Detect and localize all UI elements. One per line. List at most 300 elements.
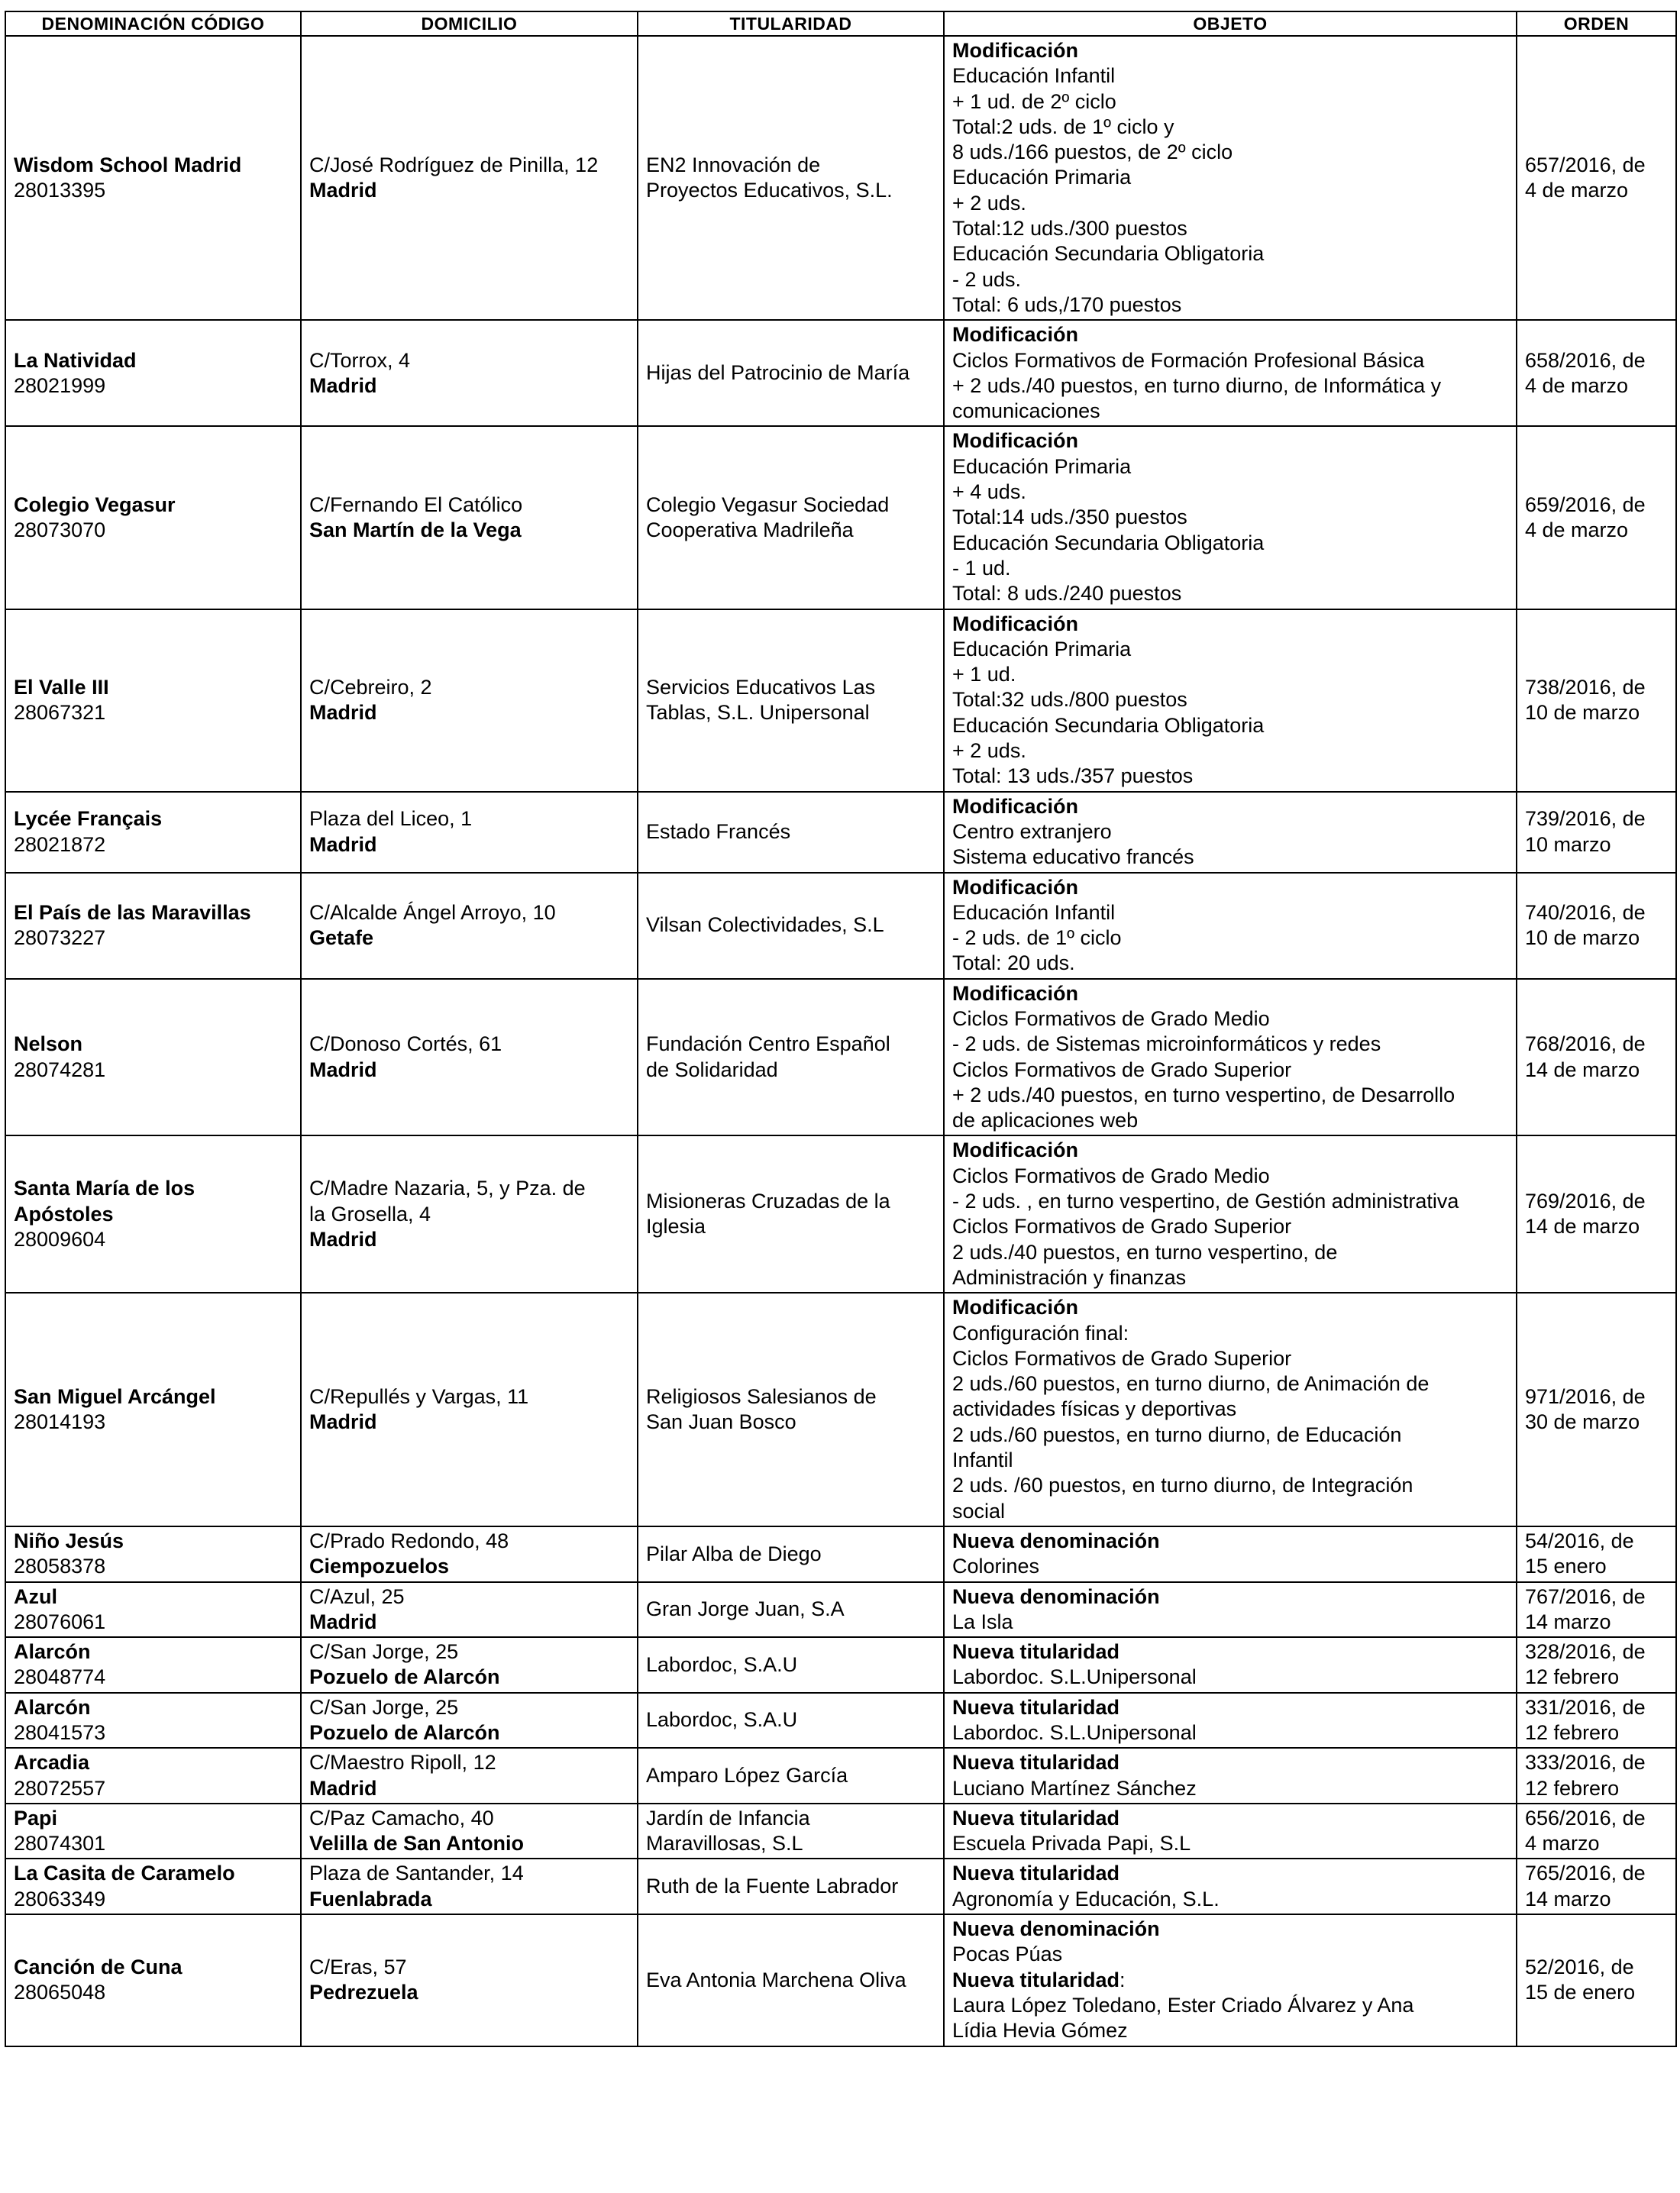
cell-domicilio [301,1748,638,1804]
objeto-heading: Modificación [952,1138,1079,1162]
owner-line: Pilar Alba de Diego [646,1542,822,1565]
objeto-line: - 2 uds. , en turno vespertino, de Gestión administrativa [952,1190,1459,1213]
objeto-line: 2 uds. /60 puestos, en turno diurno, de Integración [952,1474,1413,1497]
address-line: C/Eras, 57 [309,1956,407,1979]
table-row [5,1914,1676,2046]
cell-orden [1517,609,1676,792]
address-line: C/Paz Camacho, 40 [309,1806,494,1830]
center-name: Niño Jesús [14,1529,124,1552]
objeto-line: 8 uds./166 puestos, de 2º ciclo [952,140,1233,164]
cell-denominacion [5,1804,301,1859]
objeto-line: Ciclos Formativos de Grado Medio [952,1006,1270,1030]
cell-denominacion [5,979,301,1136]
order-line: 333/2016, de [1525,1751,1646,1775]
center-code: 28058378 [14,1555,106,1578]
cell-denominacion [5,1693,301,1749]
cell-titularidad [638,1135,944,1293]
cell-orden [1517,1526,1676,1582]
order-line: 10 de marzo [1525,926,1640,950]
objeto-line: Total: 20 uds. [952,951,1075,975]
table-row [5,426,1676,609]
objeto-heading: Nueva denominación [952,1917,1160,1941]
center-name: Alarcón [14,1695,91,1719]
objeto-line: Ciclos Formativos de Grado Superior [952,1346,1292,1370]
owner-line: Maravillosas, S.L [646,1832,803,1855]
cell-denominacion [5,873,301,979]
center-code: 28014193 [14,1410,106,1434]
objeto-line: Educación Primaria [952,637,1132,660]
cell-titularidad [638,1859,944,1914]
objeto-line: Educación Secundaria Obligatoria [952,531,1265,554]
cell-orden [1517,1859,1676,1914]
center-code: 28009604 [14,1228,106,1251]
owner-line: Cooperativa Madrileña [646,518,854,541]
cell-denominacion [5,1135,301,1293]
cell-domicilio [301,873,638,979]
owner-line: Iglesia [646,1215,706,1239]
objeto-line: + 4 uds. [952,480,1026,504]
cell-objeto [944,979,1517,1136]
objeto-line: de aplicaciones web [952,1109,1139,1132]
objeto-line: - 2 uds. de Sistemas microinformáticos y redes [952,1032,1381,1056]
owner-line: Religiosos Salesianos de [646,1384,877,1408]
cell-objeto [944,792,1517,873]
objeto-heading: Modificación [952,875,1079,899]
order-line: 659/2016, de [1525,493,1646,516]
cell-denominacion [5,1914,301,2046]
objeto-heading: Nueva titularidad [952,1968,1120,1991]
cell-titularidad [638,320,944,426]
cell-titularidad [638,1804,944,1859]
center-code: 28072557 [14,1776,106,1800]
center-code: 28063349 [14,1887,106,1910]
objeto-line: + 1 ud. de 2º ciclo [952,89,1116,113]
address-line: C/Donoso Cortés, 61 [309,1032,502,1056]
objeto-line: Educación Primaria [952,166,1132,189]
objeto-line: Luciano Martínez Sánchez [952,1776,1197,1800]
order-line: 12 febrero [1525,1721,1620,1744]
cell-objeto [944,873,1517,979]
cell-titularidad [638,1637,944,1693]
owner-line: Tablas, S.L. Unipersonal [646,701,870,725]
objeto-line: Total: 13 uds./357 puestos [952,764,1194,788]
header-domicilio: DOMICILIO [301,11,638,36]
address-city: Madrid [309,1058,377,1081]
table-row [5,1748,1676,1804]
objeto-line: + 2 uds. [952,191,1026,215]
center-name: El País de las Maravillas [14,900,251,924]
cell-objeto [944,1582,1517,1638]
objeto-heading-line [952,1968,1508,1993]
owner-line: Vilsan Colectividades, S.L [646,913,884,937]
table-row [5,1804,1676,1859]
order-line: 15 de enero [1525,1981,1636,2004]
address-city: Velilla de San Antonio [309,1832,525,1855]
address-line: C/Alcalde Ángel Arroyo, 10 [309,900,556,924]
header-objeto: OBJETO [944,11,1517,36]
center-name: El Valle III [14,675,109,699]
objeto-line: Lídia Hevia Gómez [952,2019,1128,2043]
objeto-line: comunicaciones [952,399,1100,423]
objeto-heading: Modificación [952,612,1079,635]
order-line: 4 de marzo [1525,518,1629,541]
center-name-cont: Apóstoles [14,1202,114,1226]
objeto-line: Labordoc. S.L.Unipersonal [952,1665,1197,1689]
order-line: 4 de marzo [1525,179,1629,202]
cell-objeto [944,36,1517,320]
cell-orden [1517,1637,1676,1693]
owner-line: EN2 Innovación de [646,153,821,176]
address-line: C/Torrox, 4 [309,348,411,372]
order-line: 331/2016, de [1525,1695,1646,1719]
table-row [5,36,1676,320]
table-row [5,320,1676,426]
cell-objeto [944,1637,1517,1693]
order-line: 14 marzo [1525,1610,1611,1633]
objeto-line: Educación Infantil [952,64,1116,88]
center-name: Papi [14,1806,58,1830]
cell-domicilio [301,1293,638,1526]
owner-line: Proyectos Educativos, S.L. [646,179,893,202]
cell-orden [1517,1582,1676,1638]
cell-titularidad [638,609,944,792]
cell-orden [1517,1914,1676,2046]
order-line: 328/2016, de [1525,1640,1646,1664]
address-line: C/Prado Redondo, 48 [309,1529,509,1552]
table-row [5,1293,1676,1526]
objeto-line: Educación Primaria [952,454,1132,478]
center-code: 28073070 [14,518,106,541]
cell-objeto [944,1748,1517,1804]
objeto-line: + 2 uds. [952,739,1026,763]
cell-orden [1517,1293,1676,1526]
center-name: La Casita de Caramelo [14,1862,235,1885]
address-line: C/Repullés y Vargas, 11 [309,1384,529,1408]
objeto-line: + 2 uds./40 puestos, en turno vespertino, de Desarrollo [952,1083,1455,1106]
address-line: Plaza del Liceo, 1 [309,807,473,831]
owner-line: Servicios Educativos Las [646,675,876,699]
order-line: 15 enero [1525,1555,1607,1578]
address-line: C/Madre Nazaria, 5, y Pza. de [309,1177,586,1200]
objeto-heading: Nueva titularidad [952,1751,1120,1775]
address-city: Ciempozuelos [309,1555,450,1578]
objeto-line: - 1 ud. [952,556,1011,580]
objeto-line: Agronomía y Educación, S.L. [952,1887,1220,1910]
cell-titularidad [638,1582,944,1638]
order-line: 765/2016, de [1525,1862,1646,1885]
center-code: 28076061 [14,1610,106,1633]
address-city: Madrid [309,1776,377,1800]
objeto-line: Centro extranjero [952,819,1112,843]
owner-line: Labordoc, S.A.U [646,1708,798,1732]
cell-denominacion [5,1859,301,1914]
order-line: 14 de marzo [1525,1215,1640,1239]
objeto-line: 2 uds./60 puestos, en turno diurno, de Educación [952,1423,1402,1446]
objeto-line: Total:32 uds./800 puestos [952,688,1187,712]
address-line: C/San Jorge, 25 [309,1640,459,1664]
cell-domicilio [301,1526,638,1582]
table-row [5,1135,1676,1293]
objeto-line: Total:2 uds. de 1º ciclo y [952,115,1174,138]
cell-titularidad [638,426,944,609]
owner-line: Hijas del Patrocinio de María [646,361,910,385]
owner-line: Amparo López García [646,1763,848,1787]
table-row [5,1526,1676,1582]
address-city: Madrid [309,373,377,397]
order-line: 768/2016, de [1525,1032,1646,1056]
table-row [5,979,1676,1136]
objeto-heading: Modificación [952,1296,1079,1319]
cell-domicilio [301,1693,638,1749]
objeto-line: - 2 uds. de 1º ciclo [952,926,1122,950]
order-line: 10 de marzo [1525,701,1640,725]
cell-objeto [944,1693,1517,1749]
cell-domicilio [301,1135,638,1293]
cell-denominacion [5,426,301,609]
cell-objeto [944,609,1517,792]
center-name: Wisdom School Madrid [14,153,242,176]
cell-orden [1517,1804,1676,1859]
objeto-heading: Nueva denominación [952,1529,1160,1552]
center-name: Santa María de los [14,1177,195,1200]
objeto-line: 2 uds./40 puestos, en turno vespertino, de [952,1240,1338,1264]
center-name: Nelson [14,1032,83,1056]
cell-denominacion [5,1637,301,1693]
objeto-heading-suffix: : [1119,1968,1126,1991]
cell-domicilio [301,609,638,792]
order-line: 767/2016, de [1525,1584,1646,1608]
cell-orden [1517,792,1676,873]
order-line: 738/2016, de [1525,675,1646,699]
cell-domicilio [301,1637,638,1693]
cell-orden [1517,426,1676,609]
owner-line: Colegio Vegasur Sociedad [646,493,890,516]
address-city: San Martín de la Vega [309,518,522,541]
cell-objeto [944,1804,1517,1859]
owner-line: San Juan Bosco [646,1410,796,1434]
address-line: C/Maestro Ripoll, 12 [309,1751,496,1775]
cell-denominacion [5,1582,301,1638]
address-city: Pozuelo de Alarcón [309,1665,500,1689]
cell-titularidad [638,979,944,1136]
objeto-heading: Modificación [952,794,1079,818]
cell-objeto [944,426,1517,609]
address-line: C/José Rodríguez de Pinilla, 12 [309,153,599,176]
address-city: Madrid [309,1228,377,1251]
objeto-line: Laura López Toledano, Ester Criado Álvarez y Ana [952,1993,1414,2017]
center-code: 28021999 [14,373,106,397]
order-line: 4 de marzo [1525,373,1629,397]
objeto-line: Infantil [952,1449,1013,1472]
objeto-line: Administración y finanzas [952,1265,1187,1289]
cell-denominacion [5,1293,301,1526]
objeto-line: Educación Secundaria Obligatoria [952,242,1265,266]
cell-objeto [944,1293,1517,1526]
table-row [5,792,1676,873]
cell-titularidad [638,1748,944,1804]
center-code: 28048774 [14,1665,106,1689]
objeto-line: Pocas Púas [952,1943,1063,1966]
cell-domicilio [301,979,638,1136]
objeto-heading: Nueva denominación [952,1584,1160,1608]
cell-objeto [944,1914,1517,2046]
owner-line: Gran Jorge Juan, S.A [646,1597,845,1621]
address-city: Madrid [309,832,377,856]
center-code: 28074301 [14,1832,106,1855]
cell-domicilio [301,1859,638,1914]
objeto-heading: Modificación [952,323,1079,347]
objeto-line: Sistema educativo francés [952,845,1194,869]
center-code: 28067321 [14,701,106,725]
objeto-line: Ciclos Formativos de Grado Superior [952,1058,1292,1081]
center-name: Canción de Cuna [14,1956,183,1979]
order-line: 656/2016, de [1525,1806,1646,1830]
objeto-line: actividades físicas y deportivas [952,1397,1237,1421]
cell-titularidad [638,36,944,320]
objeto-heading: Modificación [952,429,1079,453]
address-line: C/Cebreiro, 2 [309,675,432,699]
address-line: C/San Jorge, 25 [309,1695,459,1719]
order-line: 658/2016, de [1525,348,1646,372]
center-name: Lycée Français [14,807,163,831]
header-titularidad: TITULARIDAD [638,11,944,36]
center-code: 28021872 [14,832,106,856]
cell-orden [1517,979,1676,1136]
center-name: Alarcón [14,1640,91,1664]
cell-titularidad [638,1526,944,1582]
objeto-line: social [952,1499,1006,1523]
center-name: San Miguel Arcángel [14,1384,216,1408]
cell-orden [1517,1135,1676,1293]
cell-domicilio [301,1914,638,2046]
header-denominacion: DENOMINACIÓN CÓDIGO [5,11,301,36]
objeto-line: Escuela Privada Papi, S.L [952,1832,1191,1855]
order-line: 657/2016, de [1525,153,1646,176]
cell-titularidad [638,1693,944,1749]
cell-titularidad [638,1914,944,2046]
objeto-heading: Modificación [952,39,1079,62]
center-code: 28073227 [14,926,106,950]
order-line: 740/2016, de [1525,900,1646,924]
objeto-line: - 2 uds. [952,267,1022,291]
objeto-line: Colorines [952,1555,1040,1578]
objeto-line: + 2 uds./40 puestos, en turno diurno, de Informática y [952,373,1442,397]
address-city: Getafe [309,926,374,950]
cell-denominacion [5,36,301,320]
owner-line: Misioneras Cruzadas de la [646,1190,890,1213]
address-city: Pedrezuela [309,1981,418,2004]
objeto-line: Total:14 uds./350 puestos [952,505,1187,529]
table-row [5,609,1676,792]
order-line: 52/2016, de [1525,1956,1634,1979]
order-line: 14 marzo [1525,1887,1611,1910]
address-line: la Grosella, 4 [309,1202,431,1226]
address-city: Madrid [309,1410,377,1434]
address-city: Madrid [309,701,377,725]
cell-domicilio [301,1582,638,1638]
center-code: 28013395 [14,179,106,202]
cell-titularidad [638,873,944,979]
address-line: C/Azul, 25 [309,1584,405,1608]
document-page [5,11,1675,2047]
objeto-line: Ciclos Formativos de Formación Profesional Básica [952,348,1425,372]
cell-denominacion [5,609,301,792]
header-row [5,11,1676,36]
objeto-line: 2 uds./60 puestos, en turno diurno, de Animación de [952,1372,1430,1396]
order-line: 739/2016, de [1525,807,1646,831]
table-row [5,1637,1676,1693]
order-line: 12 febrero [1525,1665,1620,1689]
address-city: Madrid [309,1610,377,1633]
table-row [5,1582,1676,1638]
order-line: 4 marzo [1525,1832,1600,1855]
address-city: Fuenlabrada [309,1887,432,1910]
owner-line: Labordoc, S.A.U [646,1652,798,1676]
cell-domicilio [301,792,638,873]
owner-line: Estado Francés [646,819,791,843]
order-line: 54/2016, de [1525,1529,1634,1552]
order-line: 12 febrero [1525,1776,1620,1800]
cell-denominacion [5,320,301,426]
table-body [5,36,1676,2046]
objeto-line: Educación Infantil [952,900,1116,924]
cell-denominacion [5,1748,301,1804]
objeto-line: Educación Secundaria Obligatoria [952,713,1265,737]
order-line: 10 marzo [1525,832,1611,856]
order-line: 971/2016, de [1525,1384,1646,1408]
objeto-line: Labordoc. S.L.Unipersonal [952,1721,1197,1744]
center-code: 28041573 [14,1721,106,1744]
objeto-line: Total:12 uds./300 puestos [952,217,1187,241]
objeto-heading: Nueva titularidad [952,1640,1120,1664]
order-line: 30 de marzo [1525,1410,1640,1434]
cell-orden [1517,1693,1676,1749]
objeto-line: Ciclos Formativos de Grado Medio [952,1164,1270,1187]
cell-objeto [944,1526,1517,1582]
cell-denominacion [5,792,301,873]
cell-domicilio [301,36,638,320]
owner-line: Jardín de Infancia [646,1806,810,1830]
center-code: 28065048 [14,1981,106,2004]
order-line: 769/2016, de [1525,1190,1646,1213]
address-line: C/Fernando El Católico [309,493,523,516]
center-name: Azul [14,1584,57,1608]
table-row [5,873,1676,979]
objeto-heading: Modificación [952,981,1079,1005]
objeto-heading: Nueva titularidad [952,1806,1120,1830]
cell-domicilio [301,320,638,426]
center-name: Arcadia [14,1751,90,1775]
objeto-line: Total: 6 uds,/170 puestos [952,292,1182,316]
address-city: Pozuelo de Alarcón [309,1721,500,1744]
center-code: 28074281 [14,1058,106,1081]
objeto-heading: Nueva titularidad [952,1695,1120,1719]
cell-domicilio [301,426,638,609]
table-row [5,1693,1676,1749]
owner-line: de Solidaridad [646,1058,778,1081]
cell-denominacion [5,1526,301,1582]
objeto-heading: Nueva titularidad [952,1862,1120,1885]
center-name: Colegio Vegasur [14,493,176,516]
objeto-line: Total: 8 uds./240 puestos [952,582,1182,606]
cell-orden [1517,1748,1676,1804]
objeto-line: La Isla [952,1610,1013,1633]
cell-objeto [944,320,1517,426]
cell-titularidad [638,792,944,873]
owner-line: Ruth de la Fuente Labrador [646,1875,899,1898]
objeto-line: Ciclos Formativos de Grado Superior [952,1215,1292,1239]
cell-orden [1517,320,1676,426]
